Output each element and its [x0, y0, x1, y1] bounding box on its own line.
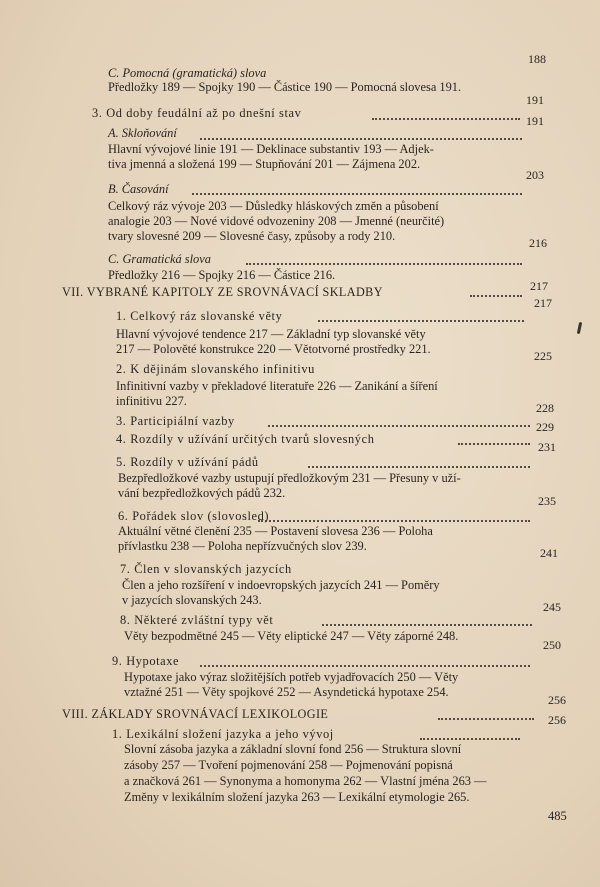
dot-leader: [318, 318, 524, 322]
page-ref: 229: [536, 420, 554, 434]
page-ref: 235: [538, 494, 556, 508]
toc-section: 1. Celkový ráz slovanské věty: [116, 309, 283, 323]
page-ref: 241: [540, 546, 558, 560]
dot-leader: [192, 191, 522, 195]
page-ref: 250: [543, 638, 561, 652]
toc-detail: Infinitivní vazby v překladové literatuře 226 — Zanikání a šíření: [116, 379, 438, 393]
dot-leader: [372, 116, 520, 120]
dot-leader: [438, 716, 534, 720]
toc-detail: tiva jmenná a složená 199 — Stupňování 201 — Zájmena 202.: [108, 157, 421, 171]
toc-chapter: VIII. ZÁKLADY SROVNÁVACÍ LEXIKOLOGIE: [62, 707, 329, 721]
dot-leader: [322, 622, 532, 626]
toc-section: 7. Člen v slovanských jazycích: [120, 562, 292, 576]
page-ref: 217: [534, 296, 552, 310]
dot-leader: [458, 441, 530, 445]
toc-section: 9. Hypotaxe: [112, 654, 180, 668]
toc-detail: Předložky 189 — Spojky 190 — Částice 190 — Pomocná slovesa 191.: [108, 80, 462, 94]
toc-detail: Slovní zásoba jazyka a základní slovní fond 256 — Struktura slovní: [124, 742, 462, 756]
toc-detail: vztažné 251 — Věty spojkové 252 — Asyndetická hypotaxe 254.: [124, 685, 449, 699]
page-ref: 256: [548, 713, 566, 727]
toc-detail: Předložky 216 — Spojky 216 — Částice 216.: [108, 268, 336, 282]
toc-detail: Změny v lexikálním složení jazyka 263 — Lexikální etymologie 265.: [124, 790, 470, 804]
dot-leader: [308, 464, 530, 468]
toc-subheading: A. Skloňování: [108, 126, 177, 140]
toc-chapter: VII. VYBRANÉ KAPITOLY ZE SROVNÁVACÍ SKLADBY: [62, 285, 383, 299]
page-ref: 203: [526, 168, 544, 182]
toc-section: 1. Lexikální složení jazyka a jeho vývoj: [112, 727, 334, 741]
toc-section: 2. K dějinám slovanského infinitivu: [116, 362, 315, 376]
dot-leader: [258, 518, 530, 522]
toc-detail: Celkový ráz vývoje 203 — Důsledky hláskových změn a působení: [108, 199, 439, 213]
toc-detail: tvary slovesné 209 — Slovesné časy, způsoby a rody 210.: [108, 229, 396, 243]
toc-detail: přívlastku 238 — Poloha nepřízvučných slov 239.: [118, 539, 367, 553]
toc-detail: zásoby 257 — Tvoření pojmenování 258 — Pojmenování popisná: [124, 758, 453, 772]
dot-leader: [246, 261, 522, 265]
toc-detail: Bezpředložkové vazby ustupují předložkovým 231 — Přesuny v uží-: [118, 471, 461, 485]
toc-detail: infinitivu 227.: [116, 394, 187, 408]
toc-section: 3. Od doby feudální až po dnešní stav: [92, 106, 302, 120]
page-ref: 188: [528, 52, 546, 66]
page-ref: 216: [529, 236, 547, 250]
page-ref: 217: [530, 279, 548, 293]
toc-detail: v jazycích slovanských 243.: [122, 593, 262, 607]
toc-subheading: C. Pomocná (gramatická) slova: [108, 66, 267, 80]
page-ref: 228: [536, 401, 554, 415]
dot-leader: [470, 293, 522, 297]
toc-detail: Hlavní vývojové tendence 217 — Základní typ slovanské věty: [116, 327, 426, 341]
toc-section: 6. Pořádek slov (slovosled): [118, 509, 270, 523]
toc-section: 8. Některé zvláštní typy vět: [120, 613, 274, 627]
page-ref: 231: [538, 440, 556, 454]
dot-leader: [268, 423, 530, 427]
margin-mark: [577, 322, 582, 334]
page-ref: 191: [526, 114, 544, 128]
toc-detail: Hypotaxe jako výraz složitějších potřeb vyjadřovacích 250 — Věty: [124, 670, 459, 684]
toc-detail: vání bezpředložkových pádů 232.: [118, 486, 286, 500]
toc-detail: Hlavní vývojové linie 191 — Deklinace substantiv 193 — Adjek-: [108, 142, 434, 156]
page-ref: 256: [548, 693, 566, 707]
dot-leader: [200, 136, 522, 140]
toc-subheading: B. Časování: [108, 182, 169, 196]
page-ref: 225: [534, 349, 552, 363]
toc-subheading: C. Gramatická slova: [108, 252, 211, 266]
toc-detail: a značková 261 — Synonyma a homonyma 262 — Vlastní jména 263 —: [124, 774, 487, 788]
page-number: 485: [548, 809, 567, 823]
toc-detail: Člen a jeho rozšíření v indoevropských jazycích 241 — Poměry: [122, 578, 440, 592]
dot-leader: [420, 736, 520, 740]
toc-detail: 217 — Polověté konstrukce 220 — Větotvorné prostředky 221.: [116, 342, 431, 356]
toc-section: 4. Rozdíly v užívání určitých tvarů slovesných: [116, 432, 375, 446]
toc-detail: analogie 203 — Nové vidové odvozeniny 208 — Jmenné (neurčité): [108, 214, 445, 228]
toc-section: 5. Rozdíly v užívání pádů: [116, 455, 259, 469]
toc-section: 3. Participiální vazby: [116, 414, 235, 428]
toc-detail: Aktuální větné členění 235 — Postavení slovesa 236 — Poloha: [118, 524, 433, 538]
page-ref: 245: [543, 600, 561, 614]
dot-leader: [200, 663, 530, 667]
toc-detail: Věty bezpodmětné 245 — Věty eliptické 247 — Věty záporné 248.: [124, 629, 459, 643]
page-ref: 191: [526, 93, 544, 107]
